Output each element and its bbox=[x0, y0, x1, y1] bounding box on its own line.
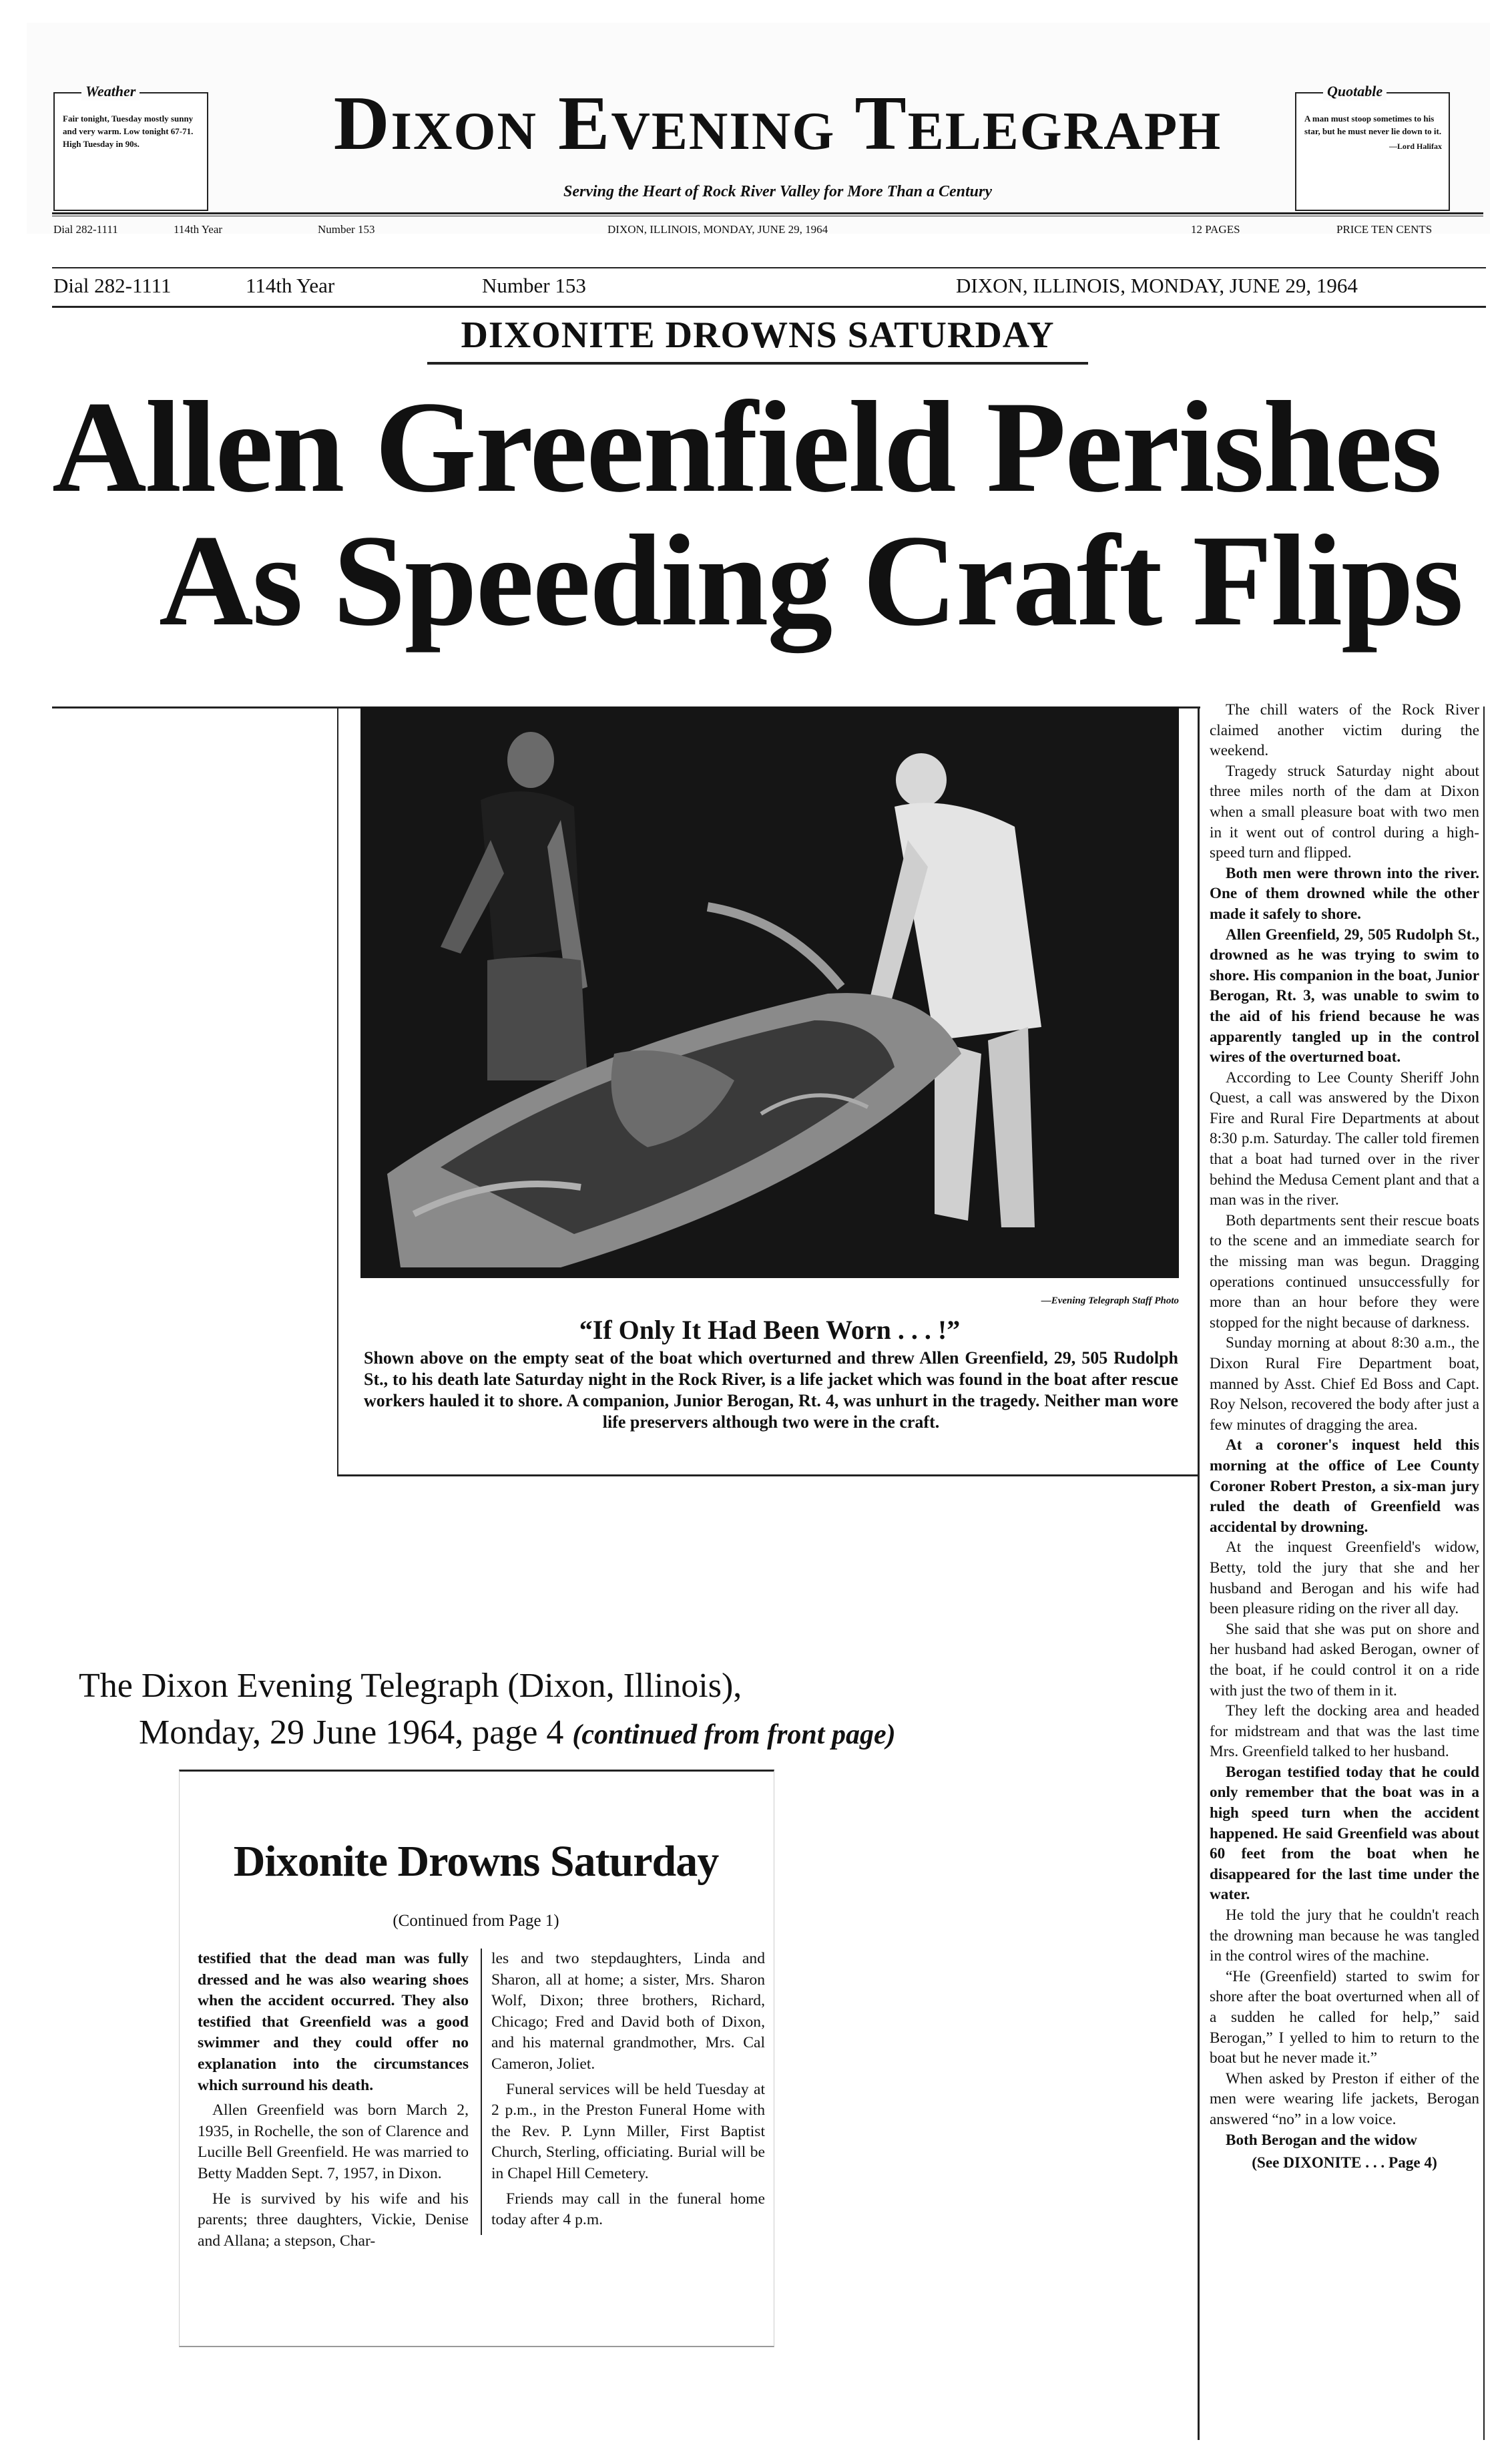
body-paragraph: She said that she was put on shore and her husband had asked Berogan, owner of the boat, if he could control it on a ride with just the two of them in it. bbox=[1210, 1620, 1479, 1699]
body-paragraph: Both departments sent their rescue boats to the scene and an immediate search for the missing man was begun. Dragging operations continued unsuccessfully for more than an hour before they were stopped for the night because of darkness. bbox=[1210, 1211, 1479, 1332]
article-dial: Dial 282-1111 bbox=[53, 274, 172, 297]
body-paragraph: Both Berogan and the widow bbox=[1226, 2131, 1417, 2149]
body-paragraph: At a coroner's inquest held this morning at the office of Lee County Coroner Robert Preston, a six-man jury ruled the death of Greenfield was accidental by drowning. bbox=[1210, 1436, 1479, 1536]
article-year: 114th Year bbox=[246, 274, 335, 297]
body-paragraph: Sunday morning at about 8:30 a.m., the Dixon Rural Fire Department boat, manned by Asst. Chief Ed Boss and Capt. Roy Nelson, recovered the body after just a few minutes of dragging the area. bbox=[1210, 1334, 1479, 1434]
body-paragraph: At the inquest Greenfield's widow, Betty, told the jury that she and her husband and Berogan and his wife had been pleasure riding on the river all day. bbox=[1210, 1539, 1479, 1618]
continuation-paragraph: Friends may call in the funeral home today after 4 p.m. bbox=[491, 2190, 765, 2229]
headline-line-1: Allen Greenfield Perishes bbox=[52, 375, 1441, 520]
weather-ear-title: Weather bbox=[81, 83, 140, 100]
article-body-column bbox=[1210, 700, 1479, 2174]
masthead-price: PRICE TEN CENTS bbox=[1336, 223, 1433, 236]
column-rule-right bbox=[1483, 706, 1485, 2440]
body-paragraph: According to Lee County Sheriff John Quest, a call was answered by the Dixon Fire and Rural Fire Departments at about 8:30 p.m. Saturday. The caller told firemen that a boat had turned over in the river behind the Medusa Cement plant and that a man was in the river. bbox=[1210, 1068, 1479, 1209]
article-info-rule bbox=[52, 306, 1486, 308]
main-headline bbox=[52, 375, 1486, 653]
quotable-ear bbox=[1295, 83, 1450, 211]
boat-photo bbox=[360, 706, 1179, 1278]
newspaper-title: Dixon Evening Telegraph bbox=[333, 81, 1222, 166]
boat-photo-image bbox=[360, 706, 1179, 1278]
cutline-text: Shown above on the empty seat of the boat which overturned and threw Allen Greenfield, 29, 505 Rudolph St., to his death late Saturday night in the Rock River, is a life jacket which was found in the boat after rescue workers hauled it to shore. A companion, Junior Berogan, Rt. 4, was unhurt in the tragedy. Neither man wore life preservers although two were in the craft. bbox=[364, 1348, 1178, 1432]
source-caption bbox=[79, 1663, 1174, 1758]
newspaper-slogan: Serving the Heart of Rock River Valley for More Than a Century bbox=[563, 183, 992, 200]
article-number: Number 153 bbox=[482, 274, 586, 297]
masthead-year: 114th Year bbox=[174, 223, 223, 236]
kicker-headline: DIXONITE DROWNS SATURDAY bbox=[427, 314, 1088, 365]
continuation-subtitle: (Continued from Page 1) bbox=[393, 1912, 559, 1930]
body-paragraph: Berogan testified today that he could only remember that the boat was in a high speed turn when the accident happened. He said Greenfield was about 60 feet from the boat when he disappeared for the last time under the water. bbox=[1210, 1763, 1479, 1904]
quotable-ear-text: A man must stoop sometimes to his star, but he must never lie down to it. bbox=[1304, 114, 1442, 136]
article-top-rule bbox=[52, 267, 1486, 268]
cutline-title: “If Only It Had Been Worn . . . !” bbox=[579, 1315, 961, 1345]
caption-line-2-wrap bbox=[79, 1709, 1174, 1758]
body-paragraph: Both men were thrown into the river. One of them drowned while the other made it safely to shore. bbox=[1210, 864, 1479, 923]
masthead-rule bbox=[52, 212, 1483, 216]
weather-ear bbox=[53, 83, 208, 211]
body-paragraph: Tragedy struck Saturday night about three miles north of the dam at Dixon when a small pleasure boat with two men in it went out of control during a high-speed turn and flipped. bbox=[1210, 762, 1479, 862]
weather-ear-text: Fair tonight, Tuesday mostly sunny and very warm. Low tonight 67-71. High Tuesday in 90s. bbox=[63, 114, 194, 149]
body-paragraph: The chill waters of the Rock River claimed another victim during the weekend. bbox=[1210, 701, 1479, 760]
continuation-paragraph: Allen Greenfield was born March 2, 1935, in Rochelle, the son of Clarence and Lucille Bell Greenfield. He was married to Betty Madden Sept. 7, 1957, in Dixon. bbox=[198, 2101, 469, 2182]
headline-line-2: As Speeding Craft Flips bbox=[159, 508, 1463, 653]
body-paragraph: He told the jury that he couldn't reach the drowning man because he was tangled in the control wires of the machine. bbox=[1210, 1906, 1479, 1965]
quotable-ear-author: —Lord Halifax bbox=[1389, 142, 1442, 151]
body-paragraph: When asked by Preston if either of the men were wearing life jackets, Berogan answered “no” in a low voice. bbox=[1210, 2069, 1479, 2128]
article-dateline: DIXON, ILLINOIS, MONDAY, JUNE 29, 1964 bbox=[956, 274, 1358, 297]
continuation-title: Dixonite Drowns Saturday bbox=[233, 1837, 719, 1886]
masthead-number: Number 153 bbox=[318, 223, 375, 236]
continuation-paragraph: He is survived by his wife and his parents; three daughters, Vickie, Denise and Allana; a stepson, Char- bbox=[198, 2190, 469, 2250]
continuation-column-1 bbox=[198, 1949, 469, 2256]
masthead-pages: 12 PAGES bbox=[1191, 223, 1240, 236]
photo-credit: —Evening Telegraph Staff Photo bbox=[1041, 1295, 1179, 1306]
column-rule-left bbox=[1198, 706, 1200, 2440]
caption-line-2: Monday, 29 June 1964, page 4 bbox=[139, 1713, 564, 1752]
body-paragraph: Allen Greenfield, 29, 505 Rudolph St., drowned as he was trying to swim to shore. His companion in the boat, Junior Berogan, Rt. 3, was unable to swim to the aid of his friend because he was apparently tangled up in the control wires of the overturned boat. bbox=[1210, 926, 1479, 1066]
body-paragraph: They left the docking area and headed for midstream and that was the last time Mrs. Greenfield talked to her husband. bbox=[1210, 1702, 1479, 1761]
continuation-paragraph: testified that the dead man was fully dressed and he was also wearing shoes when the accident occurred. They also testified that Greenfield was a good swimmer and they could offer no explanation into the circumstances which surround his death. bbox=[198, 1950, 469, 2094]
masthead-dateline: DIXON, ILLINOIS, MONDAY, JUNE 29, 1964 bbox=[607, 223, 828, 236]
continuation-paragraph: Funeral services will be held Tuesday at 2 p.m., in the Preston Funeral Home with the Rev. P. Lynn Miller, First Baptist Church, Sterling, officiating. Burial will be in Chapel Hill Cemetery. bbox=[491, 2080, 765, 2182]
quotable-ear-title: Quotable bbox=[1323, 83, 1387, 100]
continuation-column-2 bbox=[481, 1949, 765, 2235]
continuation-paragraph: les and two stepdaughters, Linda and Sharon, all at home; a sister, Mrs. Sharon Wolf, Dixon; three brothers, Richard, Chicago; Fred and David both of Dixon, and his maternal grandmother, Mrs. Cal Cameron, Joliet. bbox=[491, 1950, 765, 2073]
masthead-dial: Dial 282-1111 bbox=[53, 223, 118, 236]
jump-line: (See DIXONITE . . . Page 4) bbox=[1252, 2154, 1437, 2172]
caption-note: (continued from front page) bbox=[572, 1719, 896, 1750]
body-paragraph: “He (Greenfield) started to swim for shore after the boat overturned when all of a sudden he called for help,” said Berogan,” I yelled to him to return to the boat but he never made it.” bbox=[1210, 1967, 1479, 2067]
caption-line-1: The Dixon Evening Telegraph (Dixon, Illinois), bbox=[79, 1667, 742, 1705]
masthead-clipping bbox=[27, 23, 1490, 234]
